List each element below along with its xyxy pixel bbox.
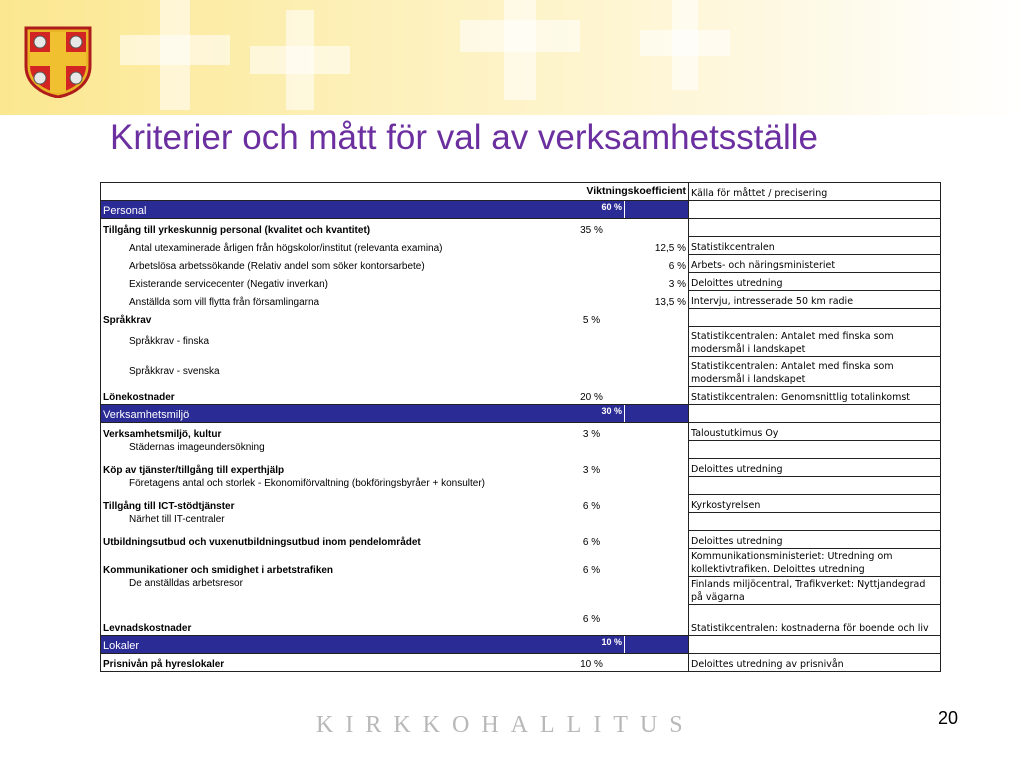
section-label: Verksamhetsmiljö [101, 405, 559, 423]
table-row [101, 387, 941, 405]
criterion-label: Språkkrav [101, 309, 559, 327]
criterion-weight: 3 % [582, 428, 601, 440]
criterion-label: Kommunikationer och smidighet i arbetstrafiken [101, 549, 559, 577]
slide-title: Kriterier och mått för val av verksamhetsställe [110, 118, 819, 157]
criteria-table [100, 182, 941, 672]
source-cell: Taloustutkimus Oy [689, 423, 941, 441]
decorative-cross [120, 0, 230, 110]
section-row-lokaler [101, 635, 941, 653]
measure-label: De anställdas arbetsresor [101, 577, 559, 605]
measure-weight: 6 % [625, 255, 689, 273]
criterion-label: Lönekostnader [101, 387, 559, 405]
measure-label: Anställda som vill flytta från församlingarna [101, 291, 559, 309]
table-row [101, 653, 941, 671]
criterion-weight: 3 % [582, 464, 601, 476]
table-row [101, 531, 941, 549]
source-cell: Statistikcentralen: kostnaderna för boende och liv [689, 605, 941, 636]
source-cell: Arbets- och näringsministeriet [689, 255, 941, 273]
source-cell: Statistikcentralen: Antalet med finska som modersmål i landskapet [689, 327, 941, 357]
section-row-personal [101, 201, 941, 219]
source-cell: Deloittes utredning [689, 459, 941, 477]
measure-weight: 13,5 % [625, 291, 689, 309]
criterion-label: Tillgång till ICT-stödtjänster [101, 495, 559, 513]
measure-label: Språkkrav - svenska [101, 357, 559, 387]
section-weight: 60 % [559, 201, 625, 219]
source-cell: Statistikcentralen: Antalet med finska som modersmål i landskapet [689, 357, 941, 387]
table-row [101, 309, 941, 327]
criterion-weight: 6 % [582, 564, 601, 576]
source-cell: Kommunikationsministeriet: Utredning om kollektivtrafiken. Deloittes utredning [689, 549, 941, 577]
table-row [101, 273, 941, 291]
criterion-label: Utbildningsutbud och vuxenutbildningsutbud inom pendelområdet [101, 531, 559, 549]
section-label: Personal [101, 201, 559, 219]
criterion-weight: 6 % [582, 500, 601, 512]
table-row [101, 441, 941, 459]
table-row [101, 495, 941, 513]
section-weight: 30 % [559, 405, 625, 423]
criterion-label: Köp av tjänster/tillgång till experthjälp [101, 459, 559, 477]
source-cell: Deloittes utredning av prisnivån [689, 653, 941, 671]
table-row [101, 549, 941, 577]
criterion-label: Prisnivån på hyreslokaler [101, 653, 559, 671]
measure-weight: 3 % [625, 273, 689, 291]
table-row [101, 219, 941, 237]
criterion-weight: 6 % [582, 536, 601, 548]
criterion-label: Verksamhetsmiljö, kultur [101, 423, 559, 441]
measure-label: Språkkrav - finska [101, 327, 559, 357]
criterion-label: Levnadskostnader [101, 605, 559, 636]
page-number: 20 [938, 708, 959, 728]
section-row-verksamhetsmiljo [101, 405, 941, 423]
table-row [101, 237, 941, 255]
criterion-label: Tillgång till yrkeskunnig personal (kvalitet och kvantitet) [101, 219, 559, 237]
table-row [101, 605, 941, 636]
section-weight: 10 % [559, 635, 625, 653]
footer-wordmark: KIRKKOHALLITUS [316, 712, 695, 738]
source-cell: Kyrkostyrelsen [689, 495, 941, 513]
table-row [101, 327, 941, 357]
measure-label: Antal utexaminerade årligen från högskolor/institut (relevanta examina) [101, 237, 559, 255]
criterion-weight: 6 % [559, 605, 625, 636]
source-column-header: Källa för måttet / precisering [689, 183, 941, 201]
coat-of-arms-logo [24, 26, 92, 98]
header-band [0, 0, 1024, 115]
table-row [101, 357, 941, 387]
source-cell: Statistikcentralen [689, 237, 941, 255]
table-row [101, 291, 941, 309]
table-row [101, 255, 941, 273]
source-cell: Statistikcentralen: Genomsnittlig totalinkomst [689, 387, 941, 405]
section-label: Lokaler [101, 635, 559, 653]
source-cell: Finlands miljöcentral, Trafikverket: Nyttjandegrad på vägarna [689, 577, 941, 605]
measure-weight: 12,5 % [625, 237, 689, 255]
source-cell: Deloittes utredning [689, 531, 941, 549]
criterion-weight: 35 % [580, 224, 603, 236]
decorative-cross [460, 0, 580, 100]
table-header-row [101, 183, 941, 201]
table-row [101, 577, 941, 605]
criterion-weight: 5 % [582, 314, 601, 326]
table-row [101, 477, 941, 495]
table-row [101, 423, 941, 441]
decorative-cross [640, 0, 730, 90]
measure-label: Arbetslösa arbetssökande (Relativ andel som söker kontorsarbete) [101, 255, 559, 273]
measure-label: Företagens antal och storlek - Ekonomiförvaltning (bokföringsbyråer + konsulter) [101, 477, 559, 495]
measure-label: Existerande servicecenter (Negativ inverkan) [101, 273, 559, 291]
criterion-weight: 10 % [559, 653, 625, 671]
criterion-weight: 20 % [559, 387, 625, 405]
measure-label: Städernas imageundersökning [101, 441, 559, 459]
table-row [101, 459, 941, 477]
decorative-cross [250, 10, 350, 110]
table-row [101, 513, 941, 531]
measure-label: Närhet till IT-centraler [101, 513, 559, 531]
source-cell: Intervju, intresserade 50 km radie [689, 291, 941, 309]
source-cell: Deloittes utredning [689, 273, 941, 291]
weight-column-header: Viktningskoefficient [586, 185, 686, 197]
